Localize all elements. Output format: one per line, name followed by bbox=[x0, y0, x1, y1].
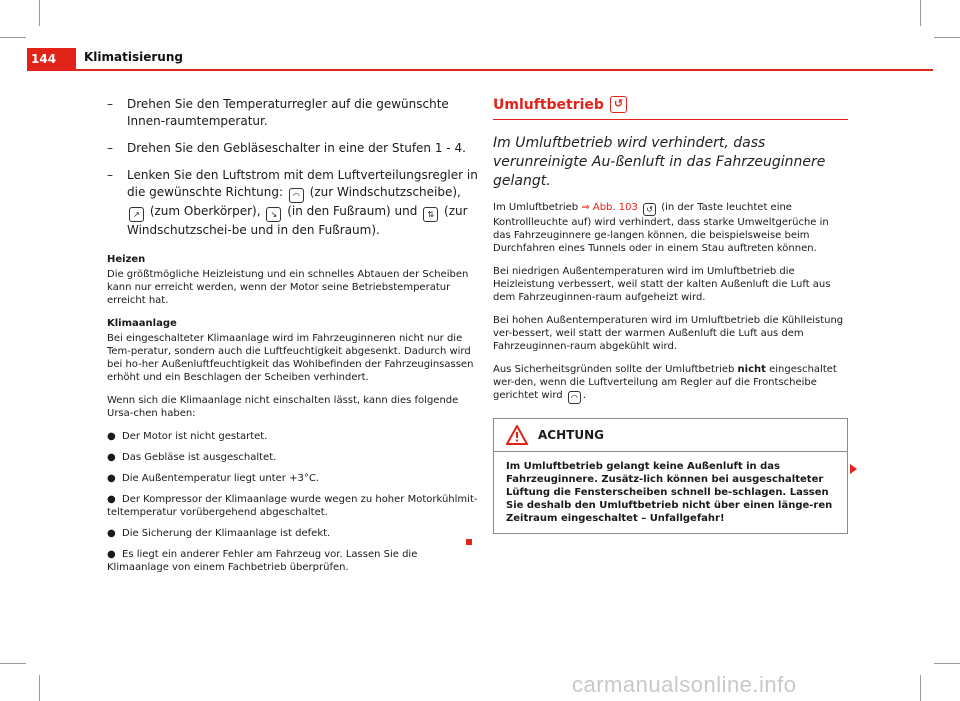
list-item: ● Der Kompressor der Klimaanlage wurde wegen zu hoher Motorkühlmit-teltemperatur vorübergehend abgeschaltet. bbox=[107, 494, 478, 518]
step-text: Drehen Sie den Temperaturregler auf die gewünschte Innen-raumtemperatur. bbox=[127, 97, 449, 128]
right-column bbox=[493, 96, 848, 534]
list-item: ● Es liegt ein anderer Fehler am Fahrzeug vor. Lassen Sie die Klimaanlage von einem Fachbetrieb überprüfen. bbox=[107, 549, 418, 573]
warning-heading: ACHTUNG bbox=[538, 428, 604, 442]
section-rule bbox=[493, 119, 848, 120]
crop-mark bbox=[39, 675, 40, 701]
paragraph: Aus Sicherheitsgründen sollte der Umluftbetrieb nicht eingeschaltet wer-den, wenn die Luftverteilung am Regler auf die Frontscheibe gerichtet wird ◠ . bbox=[493, 364, 837, 402]
step-text: (zum Oberkörper), bbox=[149, 204, 261, 218]
list-item: ● Die Sicherung der Klimaanlage ist defekt. bbox=[107, 528, 331, 539]
crop-mark bbox=[920, 675, 921, 701]
recirculation-icon: ↺ bbox=[610, 96, 627, 113]
upper-body-icon: ↗ bbox=[129, 207, 144, 222]
step-item: – Drehen Sie den Gebläseschalter in eine der Stufen 1 - 4. bbox=[107, 141, 466, 155]
warning-triangle-icon bbox=[506, 425, 528, 445]
header-rule bbox=[27, 69, 933, 71]
step-item: – Lenken Sie den Luftstrom mit dem Luftverteilungsregler in die gewünschte Richtung: ◠ (zur Windschutzscheibe), ↗ (zum Oberkörper), ↘ (in den Fußraum) und ⇅ (zur Windschutzschei-be und in den Fußraum). bbox=[107, 168, 478, 237]
list-item: ● Der Motor ist nicht gestartet. bbox=[107, 431, 268, 442]
next-arrow-icon bbox=[850, 464, 857, 474]
left-column bbox=[107, 96, 480, 582]
page-title: Klimatisierung bbox=[84, 50, 183, 64]
step-text: Lenken Sie den Luftstrom mit dem Luftverteilungsregler in die gewünschte Richtung: bbox=[127, 168, 478, 199]
list-item: ● Das Gebläse ist ausgeschaltet. bbox=[107, 452, 277, 463]
heizen-text: Die größtmögliche Heizleistung und ein schnelles Abtauen der Scheiben kann nur erreicht werden, wenn der Motor seine Betriebstemperatur erreicht hat. bbox=[107, 269, 469, 306]
section-end-mark bbox=[466, 539, 472, 545]
step-text: (zur Windschutzschei-be und in den Fußraum). bbox=[127, 204, 468, 237]
crop-mark bbox=[934, 663, 960, 664]
step-text: (in den Fußraum) und bbox=[287, 204, 418, 218]
klima-text: Bei eingeschalteter Klimaanlage wird im Fahrzeuginneren nicht nur die Tem-peratur, sondern auch die Luftfeuchtigkeit abgesenkt. Dadurch wird bei ho-her Außenluftfeuchtigkeit das Wohlbefinden der Fahrzeuginsassen erhöht und ein Beschlagen der Scheiben verhindert. bbox=[107, 333, 474, 383]
windshield-icon: ◠ bbox=[568, 391, 581, 404]
watermark: carmanualsonline.info bbox=[572, 672, 797, 697]
klima-heading: Klimaanlage bbox=[107, 318, 177, 329]
crop-mark bbox=[0, 663, 26, 664]
step-item: – Drehen Sie den Temperaturregler auf die gewünschte Innen-raumtemperatur. bbox=[107, 97, 449, 128]
step-text: Drehen Sie den Gebläseschalter in eine der Stufen 1 - 4. bbox=[127, 141, 466, 155]
paragraph: Bei niedrigen Außentemperaturen wird im Umluftbetrieb die Heizleistung verbessert, weil statt der kalten Außenluft die Luft aus dem Fahrzeuginnen-raum aufgeheizt wird. bbox=[493, 266, 831, 303]
paragraph: Bei hohen Außentemperaturen wird im Umluftbetrieb die Kühlleistung ver-bessert, weil statt der warmen Außenluft die Luft aus dem Fahrzeuginnen-raum abgekühlt wird. bbox=[493, 315, 844, 352]
step-text: (zur Windschutzscheibe), bbox=[309, 185, 461, 199]
crop-mark bbox=[920, 0, 921, 26]
crop-mark bbox=[0, 37, 26, 38]
cause-intro: Wenn sich die Klimaanlage nicht einschalten lässt, kann dies folgende Ursa-chen haben: bbox=[107, 395, 459, 419]
heizen-heading: Heizen bbox=[107, 254, 146, 265]
list-item: ● Die Außentemperatur liegt unter +3°C. bbox=[107, 473, 319, 484]
warning-box bbox=[493, 418, 848, 534]
recirculation-icon: ↺ bbox=[643, 203, 656, 216]
page-number: 144 bbox=[27, 48, 76, 70]
windshield-icon: ◠ bbox=[289, 188, 304, 203]
windshield-footwell-icon: ⇅ bbox=[423, 207, 438, 222]
warning-text: Im Umluftbetrieb gelangt keine Außenluft in das Fahrzeuginnere. Zusätz-lich können bei ausgeschalteter Lüftung die Fensterscheiben schnell be-schlagen. Lassen Sie deshalb den Umluftbetrieb nicht über einen länge-ren Zeitraum eingeschaltet – Unfallgefahr! bbox=[506, 461, 833, 524]
crop-mark bbox=[39, 0, 40, 26]
lead-text: Im Umluftbetrieb wird verhindert, dass verunreinigte Au-ßenluft in das Fahrzeuginnere gelangt. bbox=[493, 135, 826, 189]
paragraph: Im Umluftbetrieb ⇒ Abb. 103 ↺ (in der Taste leuchtet eine Kontrollleuchte auf) wird verhindert, dass starke Umweltgerüche in das Fahrzeuginnere ge-langen können, die beispielsweise beim Durchfahren eines Tunnels oder in einem Stau auftreten können. bbox=[493, 202, 829, 254]
crop-mark bbox=[934, 37, 960, 38]
warning-header bbox=[494, 419, 847, 452]
figure-link[interactable]: ⇒ Abb. 103 bbox=[581, 202, 638, 213]
footwell-icon: ↘ bbox=[266, 207, 281, 222]
section-title: Umluftbetrieb ↺ bbox=[493, 96, 848, 113]
